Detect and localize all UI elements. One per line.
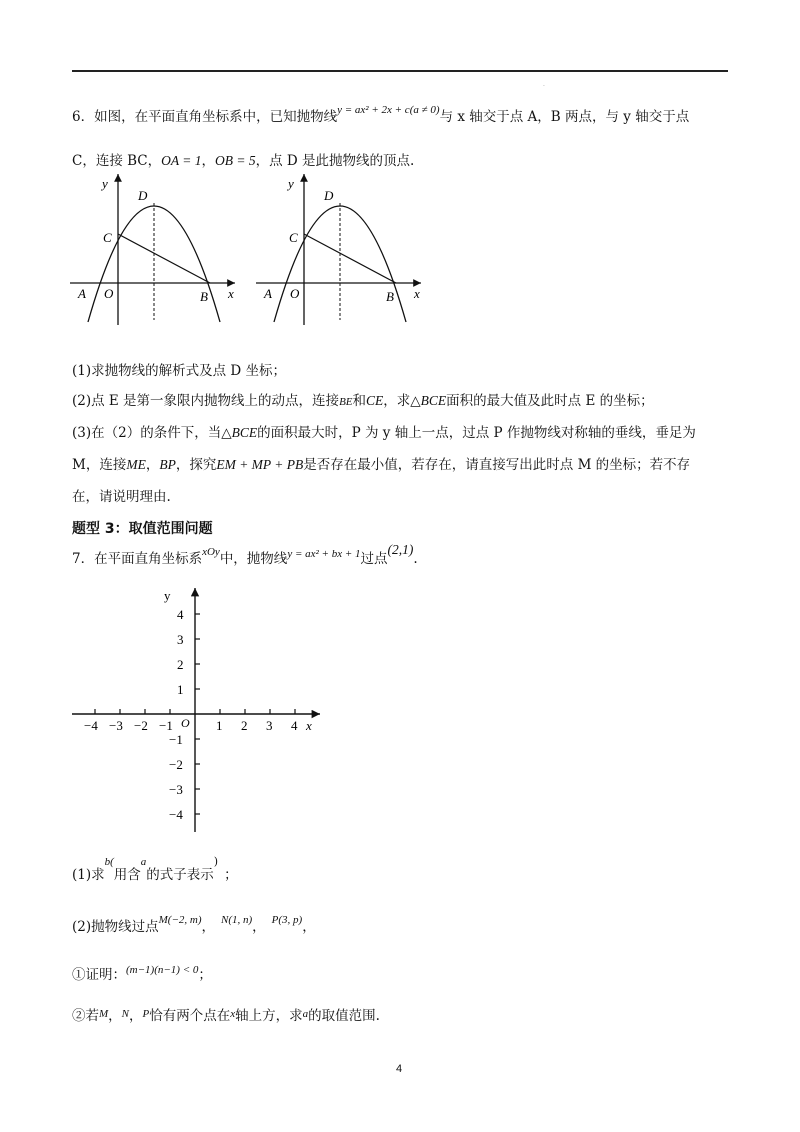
- q7-sub1-end: ；: [198, 967, 212, 983]
- q6-part3-line2-a: M，连接: [72, 457, 127, 473]
- q7-sub2-c: 轴上方，求: [235, 1008, 303, 1024]
- q6-line1-suffix: 与 x 轴交于点 A，B 两点，与 y 轴交于点: [439, 109, 690, 125]
- q6-part3-b: 的面积最大时，P 为 y 轴上一点，过点 P 作抛物线对称轴的垂线，垂足为: [257, 425, 696, 441]
- q7-sub2: [72, 1007, 380, 1026]
- q7-sep1: ，: [201, 919, 215, 935]
- q7-mid: 中，抛物线: [219, 551, 288, 567]
- q6-line1-prefix: 6．如图，在平面直角坐标系中，已知抛物线: [72, 109, 338, 125]
- q6-figure: [70, 170, 440, 330]
- q6-part1: (1)求抛物线的解析式及点 D 坐标；: [72, 363, 287, 379]
- x-label: x: [228, 286, 234, 301]
- q6-part3-sep: ，: [145, 457, 160, 473]
- q6-line1: [72, 104, 690, 127]
- x-label: x: [414, 286, 420, 301]
- label-c: C: [289, 230, 298, 245]
- q6-part3-line2-b: ，探究: [175, 457, 217, 473]
- x-axis-label: x: [306, 718, 312, 733]
- q6-part3-line1: [72, 424, 696, 442]
- q7-sub2-x: x: [230, 1008, 236, 1020]
- q7-sub2-sep1: ，: [108, 1008, 122, 1024]
- segment-bc: [304, 234, 396, 283]
- figure6-left: [70, 174, 235, 325]
- q7-xoy: xOy: [202, 546, 220, 558]
- label-c: C: [103, 230, 112, 245]
- q6-part3-me: ME: [126, 457, 146, 472]
- y-tick-label: 3: [177, 632, 184, 647]
- q6-part3-line3: 在，请说明理由.: [72, 489, 171, 505]
- q7-part1-a: (1)求: [72, 867, 105, 883]
- x-tick-label: −2: [134, 718, 148, 733]
- q6-line2-b: ，点 D 是此抛物线的顶点.: [255, 153, 415, 169]
- q6-part2-c: 面积的最大值及此时点 E 的坐标；: [446, 393, 654, 409]
- segment-bc: [118, 234, 210, 283]
- label-b: B: [200, 289, 208, 304]
- x-tick-label: −3: [109, 718, 123, 733]
- q7-part2-a: (2)抛物线过点: [72, 919, 159, 935]
- label-o: O: [290, 286, 300, 301]
- q7-sub2-d: 的取值范围.: [308, 1008, 380, 1024]
- y-label: y: [102, 176, 108, 191]
- q7-sub2-m: M: [99, 1008, 109, 1020]
- y-axis-label: y: [164, 588, 171, 603]
- q6-part3-expr: EM + MP + PB: [216, 457, 304, 472]
- q6-line2-a: C，连接 BC，: [72, 153, 162, 169]
- q6-part2-be: BE: [339, 396, 353, 408]
- tiny-mark: ·: [543, 83, 545, 90]
- q7-point-p: P(3, p): [271, 914, 303, 926]
- q6-part2: [72, 392, 654, 411]
- y-tick-label: −4: [169, 807, 183, 822]
- q7-sep2: ，: [252, 919, 266, 935]
- y-label: y: [288, 176, 294, 191]
- label-o: O: [104, 286, 114, 301]
- q6-part3-a: (3)在（2）的条件下，当: [72, 425, 222, 441]
- q7-point-n: N(1, n): [220, 914, 253, 926]
- q7-part1: [72, 855, 238, 888]
- q7-stem: [72, 542, 418, 569]
- q7-part1-e: 的式子表示: [146, 867, 214, 883]
- q7-point: (2,1): [387, 542, 414, 557]
- label-a: A: [264, 286, 272, 301]
- label-b: B: [386, 289, 394, 304]
- q7-sub1-a: ①证明：: [72, 967, 126, 983]
- q6-formula: y = ax² + 2x + c(a ≠ 0): [337, 104, 440, 116]
- q7-sub2-sep2: ，: [129, 1008, 143, 1024]
- q6-part3-line2: [72, 456, 690, 474]
- q6-part2-b: ，求: [383, 393, 411, 409]
- q7-part1-b: b(: [104, 856, 114, 868]
- q7-sub2-a-var: a: [302, 1008, 309, 1020]
- x-tick-label: 4: [291, 718, 298, 733]
- y-tick-label: −1: [169, 732, 183, 747]
- header-rule: [72, 70, 728, 72]
- x-ticks: [84, 709, 298, 733]
- q6-part2-and: 和: [352, 393, 367, 409]
- figure6-right: [256, 174, 421, 325]
- q7-sub2-p: P: [142, 1008, 150, 1020]
- q7-pass: 过点: [360, 551, 388, 567]
- x-tick-label: −1: [159, 718, 173, 733]
- q7-sub2-n: N: [121, 1008, 130, 1020]
- q6-part3-line2-c: 是否存在最小值，若存在，请直接写出此时点 M 的坐标；若不存: [303, 457, 691, 473]
- q6-part2-ce: CE: [366, 393, 384, 408]
- x-tick-label: 3: [266, 718, 273, 733]
- q7-sub2-a: ②若: [72, 1008, 99, 1024]
- y-tick-label: 4: [177, 607, 184, 622]
- origin-label: O: [181, 716, 190, 730]
- q7-sub2-b: 恰有两个点在: [149, 1008, 231, 1024]
- q7-sub1-expr: (m−1)(n−1) < 0: [126, 964, 199, 976]
- q6-oa: OA = 1: [161, 153, 202, 168]
- q7-part1-d: a: [140, 856, 147, 868]
- q6-line2-sep: ，: [201, 153, 215, 169]
- section-title: 题型 3：取值范围问题: [72, 521, 213, 537]
- q6-line2: [72, 152, 414, 170]
- q6-part2-triangle: △BCE: [410, 393, 447, 408]
- page-number: 4: [396, 1063, 403, 1075]
- label-a: A: [78, 286, 86, 301]
- x-tick-label: −4: [84, 718, 98, 733]
- q7-end: .: [413, 551, 418, 567]
- q7-part1-g: ；: [224, 867, 238, 883]
- q7-part2: [72, 910, 316, 935]
- q7-part2-end: ，: [302, 919, 316, 935]
- y-tick-label: 2: [177, 657, 184, 672]
- q7-part1-c: 用含: [113, 867, 141, 883]
- label-d: D: [138, 188, 148, 203]
- x-tick-label: 2: [241, 718, 248, 733]
- q7-formula: y = ax² + bx + 1: [287, 548, 361, 560]
- q7-point-m: M(−2, m): [158, 914, 202, 926]
- q7-coordinate-grid: [70, 580, 330, 840]
- q7-part1-f: ): [213, 855, 219, 868]
- x-tick-label: 1: [216, 718, 223, 733]
- y-tick-label: 1: [177, 682, 184, 697]
- q7-prefix: 7．在平面直角坐标系: [72, 551, 203, 567]
- q6-part2-a: (2)点 E 是第一象限内抛物线上的动点，连接: [72, 393, 340, 409]
- q6-part3-triangle: △BCE: [221, 425, 258, 440]
- q6-ob: OB = 5: [215, 153, 256, 168]
- q7-sub1: [72, 960, 212, 983]
- label-d: D: [324, 188, 334, 203]
- q6-part3-bp: BP: [159, 457, 176, 472]
- y-tick-label: −3: [169, 782, 183, 797]
- y-tick-label: −2: [169, 757, 183, 772]
